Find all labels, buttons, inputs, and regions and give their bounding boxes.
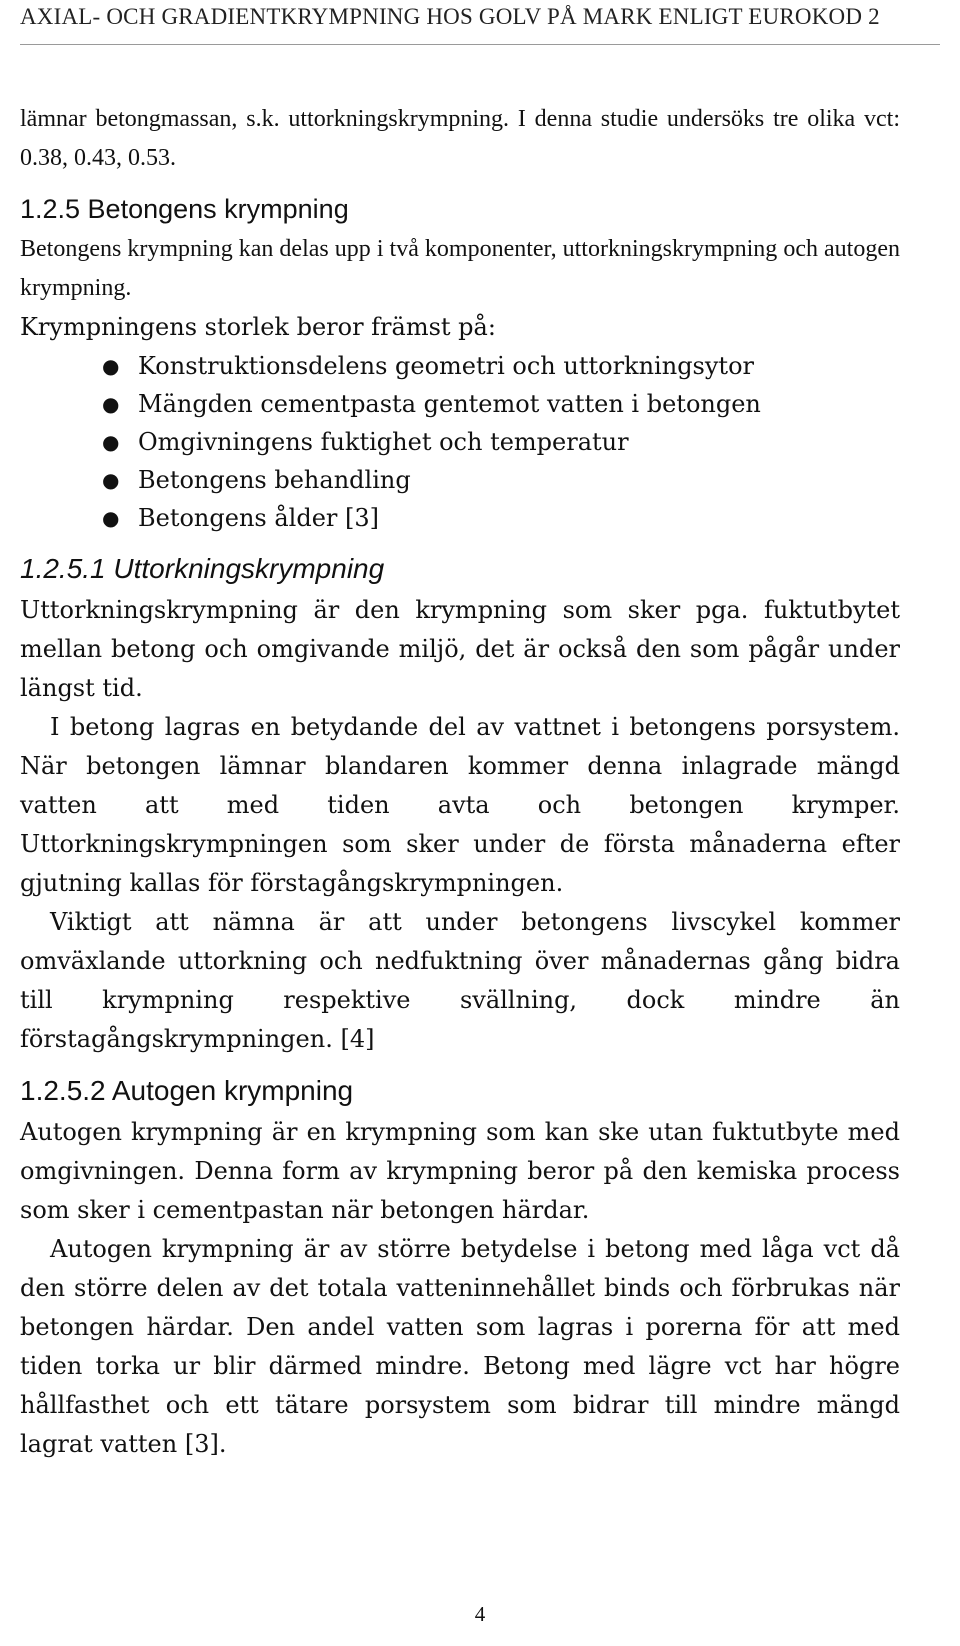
bullet-icon: ●	[102, 392, 120, 416]
section-1-2-5-2-paragraph-2: Autogen krympning är av större betydelse i betong med låga vct då den större delen av det totala vatteninnehållet binds och förbrukas när betongen härdar. Den andel vatten som lagras i porerna för att med tiden torka ur blir därmed mindre. Betong med lägre vct har högre hållfasthet och ett tätare porsystem som bidrar till mindre mängd lagrat vatten [3].	[20, 1235, 900, 1458]
bullet-icon: ●	[102, 430, 120, 454]
intro-paragraph: lämnar betongmassan, s.k. uttorkningskrympning. I denna studie undersöks tre olika vct: 0.38, 0.43, 0.53.	[20, 106, 900, 171]
section-1-2-5-2-paragraph-1: Autogen krympning är en krympning som kan ske utan fuktutbyte med omgivningen. Denna form av krympning beror på den kemiska process som sker i cementpastan när betongen härdar.	[20, 1118, 900, 1224]
factor-list	[20, 347, 900, 537]
list-item: ● Betongens ålder [3]	[20, 499, 900, 537]
running-header: AXIAL- OCH GRADIENTKRYMPNING HOS GOLV PÅ MARK ENLIGT EUROKOD 2	[20, 0, 940, 45]
section-1-2-5-paragraph-1: Betongens krympning kan delas upp i två komponenter, uttorkningskrympning och autogen krympning.	[20, 236, 900, 301]
list-item: ● Konstruktionsdelens geometri och uttorkningsytor	[20, 347, 900, 385]
list-item: ● Betongens behandling	[20, 461, 900, 499]
section-heading-1-2-5-1: 1.2.5.1 Uttorkningskrympning	[20, 553, 385, 584]
bullet-icon: ●	[102, 506, 120, 530]
section-heading-1-2-5-2: 1.2.5.2 Autogen krympning	[20, 1075, 354, 1106]
page-body	[20, 100, 900, 1464]
page-number: 4	[474, 1602, 486, 1626]
section-1-2-5-paragraph-2: Krympningens storlek beror främst på:	[20, 313, 496, 341]
section-1-2-5-1-paragraph-1: Uttorkningskrympning är den krympning som sker pga. fuktutbytet mellan betong och omgivande miljö, det är också den som pågår under längst tid.	[20, 596, 900, 702]
bullet-icon: ●	[102, 468, 120, 492]
section-1-2-5-1-paragraph-2: I betong lagras en betydande del av vattnet i betongens porsystem. När betongen lämnar blandaren kommer denna inlagrade mängd vatten att med tiden avta och betongen krymper. Uttorkningskrympningen som sker under de första månaderna efter gjutning kallas för förstagångskrympningen.	[20, 713, 900, 897]
section-heading-1-2-5: 1.2.5 Betongens krympning	[20, 194, 349, 224]
bullet-icon: ●	[102, 354, 120, 378]
list-item: ● Omgivningens fuktighet och temperatur	[20, 423, 900, 461]
section-1-2-5-1-paragraph-3: Viktigt att nämna är att under betongens livscykel kommer omväxlande uttorkning och nedfuktning över månadernas gång bidra till krympning respektive svällning, dock mindre än förstagångskrympningen. [4]	[20, 908, 900, 1053]
list-item: ● Mängden cementpasta gentemot vatten i betongen	[20, 385, 900, 423]
